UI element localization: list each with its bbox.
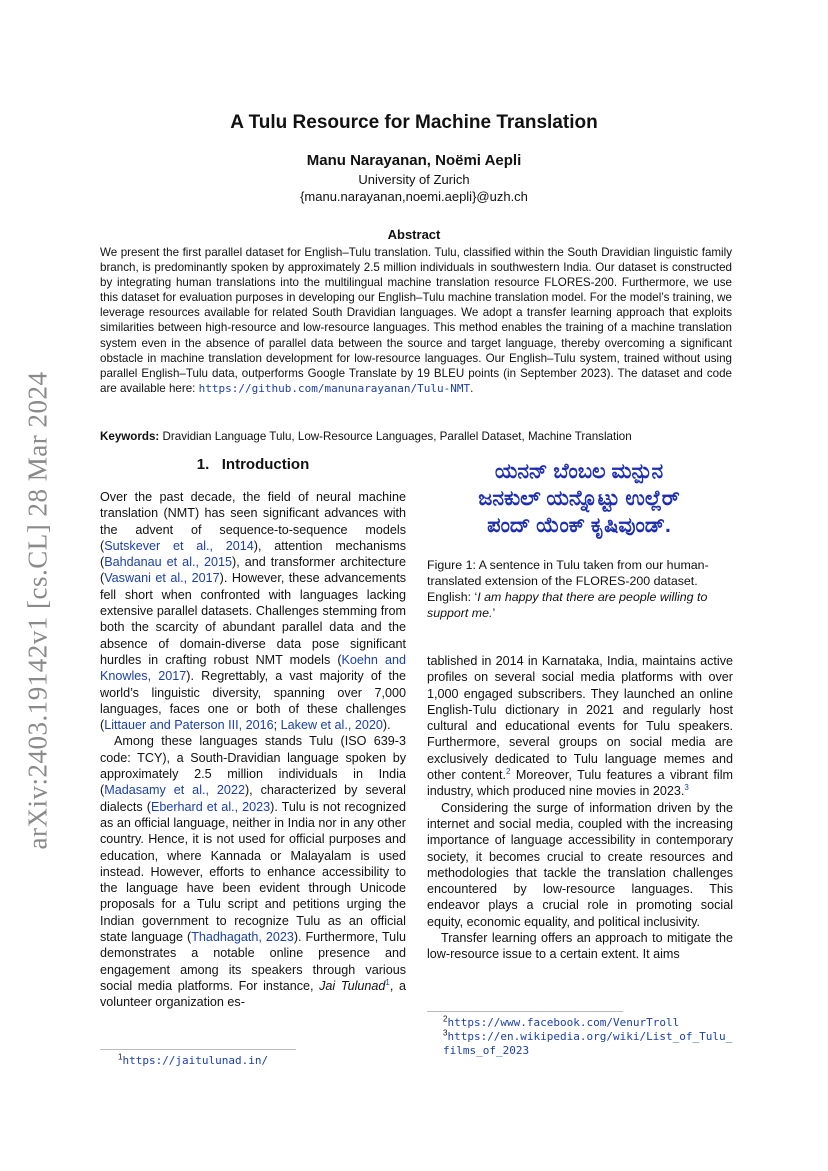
- citation-link[interactable]: Sutskever et al., 2014: [104, 538, 254, 553]
- right-column: [427, 653, 733, 963]
- section-title: Introduction: [221, 456, 310, 473]
- citation-link[interactable]: Koehn and Knowles, 2017: [100, 652, 406, 684]
- footnote-number: 1: [118, 1052, 123, 1062]
- intro-paragraph-1: Over the past decade, the field of neural machine translation (NMT) has seen significant advances with the advent of sequence-to-sequence models (Sutskever et al., 2014), attention mechanisms (Bahdanau et al., 2015), and transformer architecture (Vaswani et al., 2017). However, these advancements fell short when confronted with languages lacking extensive parallel datasets. Challenges stemming from both the scarcity of abundant parallel data and the absence of domain-diverse data pose significant hurdles in crafting robust NMT models (Koehn and Knowles, 2017). Regrettably, a vast majority of the world’s linguistic diversity, spanning over 7,000 languages, faces one or both of these challenges (Littauer and Paterson III, 2016; Lakew et al., 2020).: [100, 490, 407, 733]
- tulu-example-sentence: [426, 458, 732, 539]
- author-email: {manu.narayanan,noemi.aepli}@uzh.ch: [300, 189, 528, 204]
- citation-link[interactable]: Madasamy et al., 2022: [104, 783, 245, 798]
- intro-paragraph-3: tablished in 2014 in Karnataka, India, maintains active profiles on several social media platforms with over 1,000 engaged subscribers. They launched an online English-Tulu dictionary in 2021 and regularly host cultural and educational events for Tulu speakers. Furthermore, several groups on social media are exclusively dedicated to Tulu language memes and other content.$^2$ Moreover, Tulu features a vibrant film industry, which produced nine movies in 2023.$^3$: [427, 654, 734, 799]
- footnote-ref[interactable]: 1: [385, 977, 390, 987]
- intro-paragraph-4: Considering the surge of information driven by the internet and social media, coupled with the increasing importance of language accessibility in contemporary society, it becomes crucial to create resources and methodologies that tackle the translation challenges encountered by low-resource languages. This endeavor plays a crucial role in promoting social equity, economic equality, and political inclusivity.: [427, 800, 733, 929]
- citation-link[interactable]: Eberhard et al., 2023: [150, 799, 271, 814]
- footnote-ref[interactable]: 2: [506, 766, 511, 776]
- footnote-url[interactable]: https://www.facebook.com/VenurTroll: [447, 1016, 680, 1029]
- footnote-url[interactable]: https://en.wikipedia.org/wiki/List_of_Tulu_films_of_2023: [443, 1030, 733, 1057]
- citation-link[interactable]: Littauer and Paterson III, 2016: [104, 718, 274, 733]
- footnote-number: 2: [443, 1014, 448, 1024]
- footnote-ref[interactable]: 3: [684, 783, 689, 793]
- caption-english: I am happy that there are people willing to support me.: [427, 590, 708, 620]
- citation-link[interactable]: Bahdanau et al., 2015: [104, 555, 233, 570]
- footnote-2: [427, 1016, 737, 1030]
- footnote-1: [118, 1054, 268, 1067]
- citation-link[interactable]: Thadhagath, 2023: [191, 930, 294, 945]
- citation-link[interactable]: Lakew et al., 2020: [280, 718, 383, 733]
- tulu-line: ಪಂದ್ ಯೆಂಕ್ ಕೃಷಿವುಂಡ್.: [487, 514, 671, 537]
- abstract-heading: Abstract: [387, 227, 441, 242]
- footnote-divider: [427, 1011, 623, 1012]
- footnote-number: 3: [443, 1028, 448, 1038]
- footnotes-right: [427, 1016, 737, 1058]
- code-repo-link[interactable]: https://github.com/manunarayanan/Tulu-NMT: [198, 381, 471, 395]
- affiliation: University of Zurich: [358, 172, 470, 187]
- keywords: [100, 429, 740, 444]
- tulu-line: ಜನಕುಲ್ ಯನ್ನೊಟ್ಟು ಉಲ್ಲೆರ್: [478, 487, 680, 510]
- footnote-3: [427, 1030, 733, 1058]
- org-name: Jai Tulunad: [319, 978, 386, 993]
- tulu-line: ಯನನ್ ಬೆಂಬಲ ಮನ್ಪುನ: [494, 460, 664, 483]
- section-heading: [100, 456, 406, 474]
- section-number: 1.: [196, 456, 210, 473]
- keywords-label: Keywords:: [100, 430, 160, 443]
- arxiv-identifier: [18, 350, 58, 870]
- paper-title: A Tulu Resource for Machine Translation: [230, 112, 598, 133]
- intro-paragraph-2: Among these languages stands Tulu (ISO 639-3 code: TCY), a South-Dravidian language spoken by approximately 2.5 million individuals in India (Madasamy et al., 2022), characterized by several dialects (Eberhard et al., 2023). Tulu is not recognized as an official language, neither in India nor in any other country. Hence, it is not used for official purposes and education, where Kannada or Malayalam is used instead. However, efforts to enhance accessibility to the language have been evident through Unicode proposals for a Tulu script and petitions urging the Indian government to recognize Tulu as an official state language (Thadhagath, 2023). Furthermore, Tulu demonstrates a notable online presence and engagement among its speakers through various social media platforms. For instance, Jai Tulunad$^1$, a volunteer organization es-: [100, 734, 406, 1010]
- keywords-text: Dravidian Language Tulu, Low-Resource Languages, Parallel Dataset, Machine Translation: [162, 430, 632, 443]
- figure-caption: Figure 1: A sentence in Tulu taken from our human-translated extension of the FLORES-200 dataset. English: ‘I am happy that there are people willing to support me.’: [427, 558, 709, 620]
- citation-link[interactable]: Vaswani et al., 2017: [104, 571, 220, 586]
- author-names: Manu Narayanan, Noëmi Aepli: [306, 152, 522, 169]
- footnote-url[interactable]: https://jaitulunad.in/: [122, 1054, 269, 1067]
- intro-paragraph-5: Transfer learning offers an approach to mitigate the low-resource issue to a certain extent. It aims: [427, 931, 733, 962]
- left-column: [100, 456, 406, 1011]
- footnote-divider: [100, 1049, 296, 1050]
- abstract-body: We present the first parallel dataset for English–Tulu translation. Tulu, classified within the South Dravidian linguistic family branch, is predominantly spoken by approximately 2.5 million individuals in southwestern India. Our dataset is constructed by integrating human translations into the multilingual machine translation resource FLORES-200. Furthermore, we use this dataset for evaluation purposes in developing our English–Tulu machine translation model. For the model’s training, we leverage resources available for related South Dravidian languages. We adopt a transfer learning approach that exploits similarities between high-resource and low-resource languages. This method enables the training of a machine translation system even in the absence of parallel data between the source and target language, thereby overcoming a significant obstacle in machine translation development for low-resource languages. Our English–Tulu system, trained without using parallel English–Tulu data, outperforms Google Translate by 19 BLEU points (in September 2023). The dataset and code are available here: https://github.com/manunarayanan/Tulu-NMT.: [100, 246, 732, 395]
- arxiv-id-text: arXiv:2403.19142v1 [cs.CL] 28 Mar 2024: [22, 371, 53, 849]
- abstract-text: We present the first parallel dataset for English–Tulu translation. Tulu, classified within the South Dravidian linguistic family branch, is predominantly spoken by approximately 2.5 million individuals in southwestern India. Our dataset is constructed by integrating human translations into the multilingual machine translation resource FLORES-200. Furthermore, we use this dataset for evaluation purposes in developing our English–Tulu machine translation model. For the model’s training, we leverage resources available for related South Dravidian languages. We adopt a transfer learning approach that exploits similarities between high-resource and low-resource languages. This method enables the training of a machine translation system even in the absence of parallel data between the source and target language, thereby overcoming a significant obstacle in machine translation development for low-resource languages. Our English–Tulu system, trained without using parallel English–Tulu data, outperforms Google Translate by 19 BLEU points (in September 2023). The dataset and code are available here:: [100, 246, 732, 395]
